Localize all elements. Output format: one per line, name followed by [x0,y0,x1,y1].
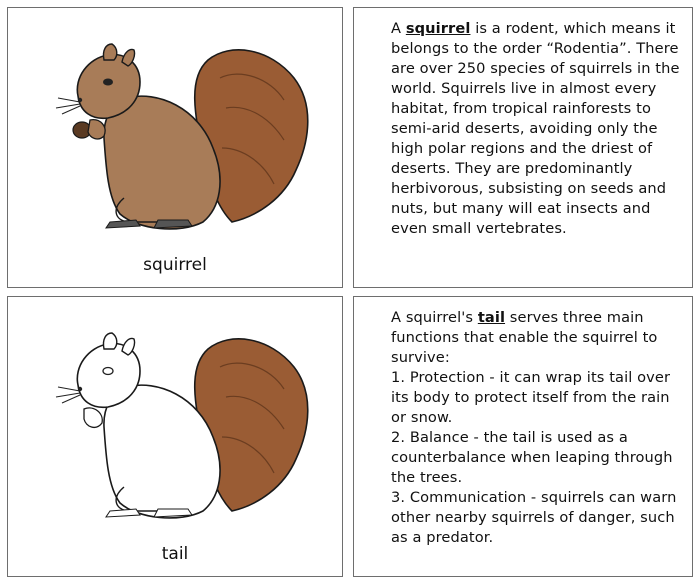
keyword-tail: tail [477,309,506,326]
text-post: is a rodent, which means it belongs to the order “Rodentia”. There are over 250 species of squirrels in the world. Squirrels live in almost every habitat, from tropical rainforests to semi-arid deserts, avoiding only the high polar regions and the driest of deserts. They are predominantly herbivorous, subsisting on seeds and nuts, but many will eat insects and even small vertebrates. [391,20,680,237]
squirrel-illustration [8,8,342,248]
text-card-squirrel [353,7,693,288]
tail-illustration [8,297,342,537]
card-label: squirrel [143,255,207,275]
definition-paragraph [391,19,681,239]
function-item: 1. Protection - it can wrap its tail over its body to protect itself from the rain or snow. [391,369,671,426]
text-post: serves three main functions that enable the squirrel to survive: [391,309,658,366]
picture-card-squirrel [7,7,343,288]
text-pre: A [391,20,406,37]
squirrel-colored-image [8,8,342,248]
picture-card-tail [7,296,343,577]
text-pre: A squirrel's [391,309,478,326]
function-item: 3. Communication - squirrels can warn other nearby squirrels of danger, such as a predator. [391,489,677,546]
keyword-squirrel: squirrel [405,20,471,37]
definition-text [391,308,681,548]
definition-intro [391,308,681,368]
text-card-tail [353,296,693,577]
squirrel-tail-highlight-image [8,297,342,537]
definition-text [391,19,681,239]
card-label: tail [161,544,189,564]
function-item: 2. Balance - the tail is used as a counterbalance when leaping through the trees. [391,429,673,486]
